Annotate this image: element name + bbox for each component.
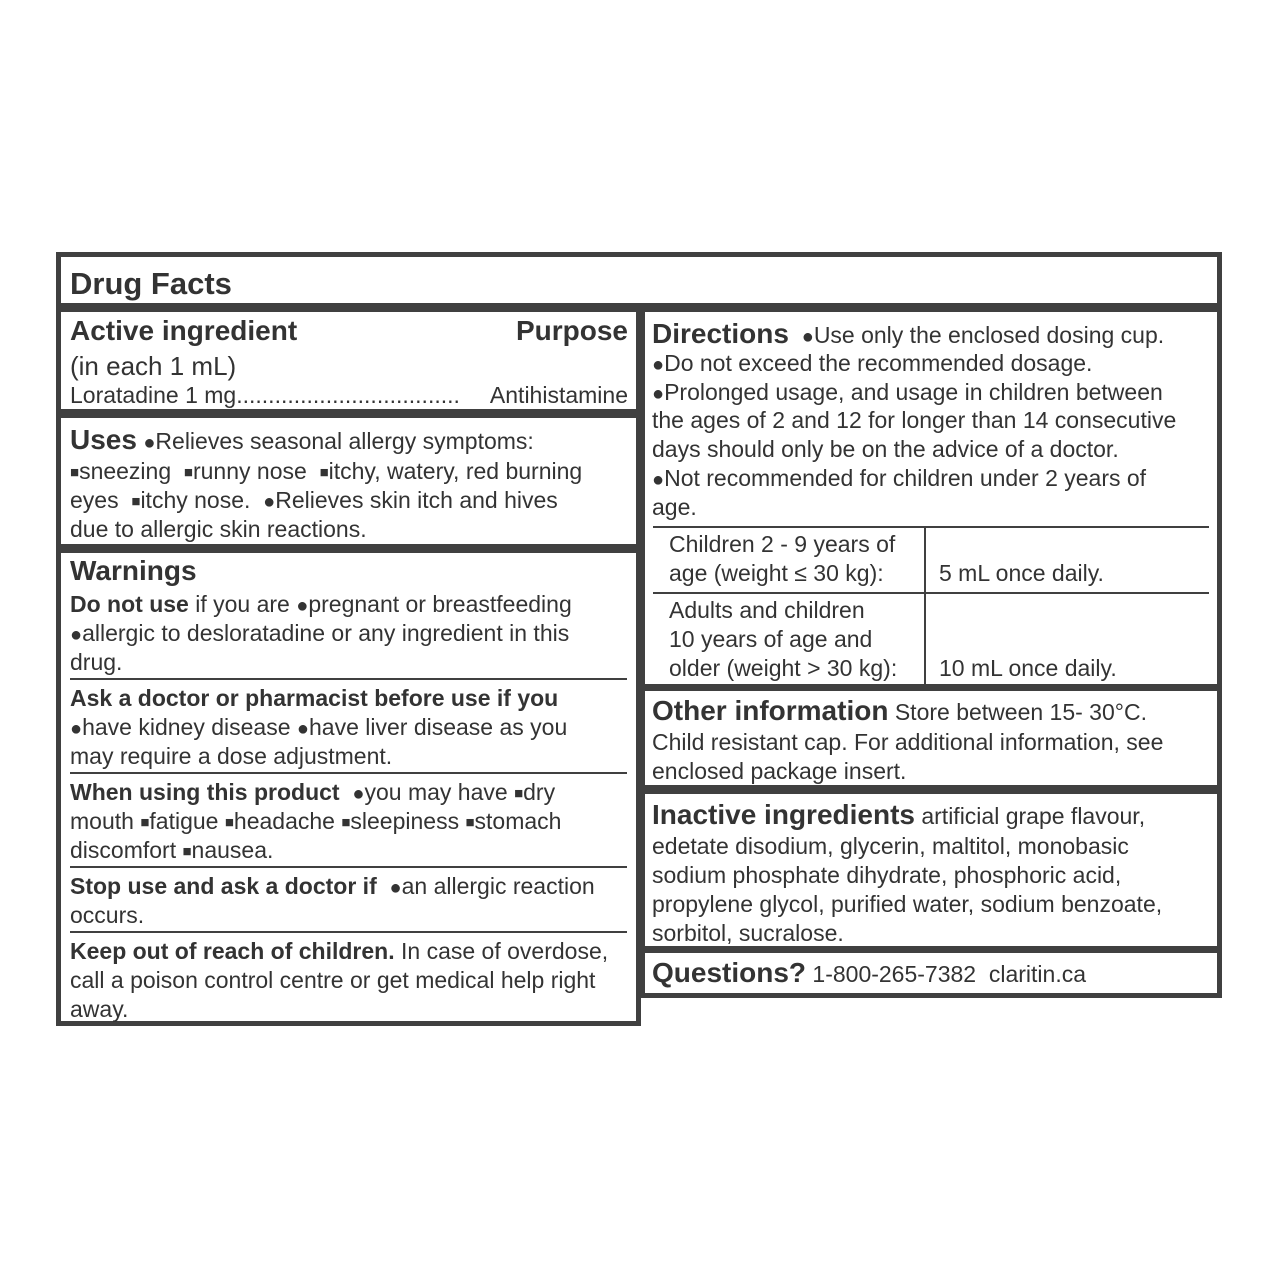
keep-out-line-3: away. [70, 996, 129, 1022]
ask-doctor-line-2 [70, 713, 567, 744]
uses-line-1 [70, 426, 534, 458]
inactive-line-3: sodium phosphate dihydrate, phosphoric acid, [652, 862, 1122, 888]
inactive-line-4: propylene glycol, purified water, sodium benzoate, [652, 891, 1163, 917]
dosage-row-2-age-line-2: 10 years of age and [669, 626, 873, 652]
amount-per-ml: (in each 1 mL) [70, 351, 237, 381]
square-bullet-icon: ■ [224, 814, 234, 831]
questions-website: claritin.ca [988, 961, 1087, 987]
uses-heading: Uses [70, 424, 137, 455]
do-not-use-line-1 [70, 590, 572, 621]
side-effect-headache: headache [233, 808, 342, 834]
uses-bullet-2: Relieves skin itch and hives [275, 487, 558, 513]
other-information-box [640, 686, 1222, 790]
uses-box [56, 413, 641, 549]
when-using-heading: When using this product [70, 779, 340, 805]
inactive-line-1 [652, 801, 1145, 831]
ask-kidney: have kidney disease [82, 714, 297, 740]
active-ingredient-box [56, 307, 641, 414]
bullet-icon: ● [652, 469, 665, 491]
ask-liver: have liver disease as you [309, 714, 568, 740]
directions-box [640, 307, 1222, 689]
uses-line-4: due to allergic skin reactions. [70, 516, 367, 542]
dosage-table-top [653, 526, 1209, 528]
square-bullet-icon: ■ [341, 814, 351, 831]
keep-out-line-2: call a poison control centre or get medical help right [70, 967, 596, 993]
leader-dots: ................................... [236, 382, 460, 408]
side-effect-sleepiness: sleepiness [350, 808, 466, 834]
directions-line-1 [652, 320, 1164, 352]
other-info-heading: Other information [652, 695, 889, 726]
drug-facts-title: Drug Facts [70, 266, 232, 301]
direction-max-dosage: Do not exceed the recommended dosage. [664, 350, 1093, 376]
warnings-divider [70, 678, 627, 680]
stop-use-heading: Stop use and ask a doctor if [70, 873, 377, 899]
questions-phone: 1-800-265-7382 [806, 961, 977, 987]
active-ingredient-heading: Active ingredient [70, 315, 298, 346]
bullet-icon: ● [652, 383, 665, 405]
bullet-icon: ● [652, 354, 665, 376]
square-bullet-icon: ■ [131, 493, 141, 510]
keep-out-heading: Keep out of reach of children. [70, 938, 395, 964]
square-bullet-icon: ■ [140, 814, 150, 831]
side-effect-dry: dry [523, 779, 556, 805]
do-not-use-line-2 [70, 619, 569, 650]
dosage-table-row-divider [653, 592, 1209, 594]
do-not-use-allergic: allergic to desloratadine or any ingredient in this [82, 620, 570, 646]
bullet-icon: ● [352, 783, 365, 805]
ask-doctor-heading: Ask a doctor or pharmacist before use if you [70, 685, 559, 711]
warnings-heading: Warnings [70, 555, 197, 586]
inactive-ingredients-box [640, 789, 1222, 951]
uses-bullet-1: Relieves seasonal allergy symptoms: [155, 428, 534, 454]
dosage-row-2-age-line-1: Adults and children [669, 597, 865, 623]
warnings-box [56, 548, 641, 1026]
symptom-eyes-cont: eyes [70, 487, 119, 513]
bullet-icon: ● [263, 491, 276, 513]
title-box [56, 252, 1222, 308]
purpose-heading: Purpose [515, 315, 628, 346]
ingredient-line [70, 381, 460, 410]
inactive-heading: Inactive ingredients [652, 799, 915, 830]
keep-out-line-1 [70, 937, 608, 966]
inactive-line-2: edetate disodium, glycerin, maltitol, monobasic [652, 833, 1129, 859]
do-not-use-heading: Do not use [70, 591, 189, 617]
questions-box [640, 948, 1222, 998]
directions-line-3 [652, 378, 1163, 409]
bullet-icon: ● [801, 326, 814, 348]
bullet-icon: ● [70, 624, 83, 646]
questions-heading: Questions? [652, 957, 807, 988]
uses-line-3 [70, 486, 558, 519]
directions-line-5: days should only be on the advice of a doctor. [652, 436, 1119, 462]
square-bullet-icon: ■ [70, 464, 80, 481]
when-using-line-3 [70, 836, 273, 869]
other-info-storage: Store between 15- 30°C. [888, 699, 1147, 725]
ingredient-name: Loratadine 1 mg [70, 382, 237, 408]
dosage-row-1-dose: 5 mL once daily. [939, 560, 1104, 586]
direction-prolonged-usage: Prolonged usage, and usage in children between [664, 379, 1163, 405]
side-effect-nausea: nausea. [191, 837, 274, 863]
keep-out-text: In case of overdose, [394, 938, 609, 964]
square-bullet-icon: ■ [514, 785, 524, 802]
other-info-line-1 [652, 697, 1147, 727]
when-using-line-1 [70, 778, 555, 811]
questions-line [652, 959, 1086, 989]
warnings-divider [70, 772, 627, 774]
bullet-icon: ● [389, 877, 402, 899]
warnings-divider [70, 931, 627, 933]
square-bullet-icon: ■ [182, 843, 192, 860]
symptom-itchy-nose: itchy nose. [140, 487, 251, 513]
uses-line-2 [70, 457, 582, 490]
direction-under-2: Not recommended for children under 2 years of [664, 465, 1147, 491]
dosage-table-column-divider [924, 526, 926, 689]
inactive-line-5: sorbitol, sucralose. [652, 920, 844, 946]
do-not-use-pregnant: pregnant or breastfeeding [308, 591, 572, 617]
bullet-icon: ● [70, 718, 83, 740]
dosage-row-1-age-line-2: age (weight ≤ 30 kg): [669, 560, 884, 586]
directions-heading: Directions [652, 318, 789, 349]
direction-dosing-cup: Use only the enclosed dosing cup. [813, 322, 1165, 348]
side-effect-discomfort: discomfort [70, 837, 183, 863]
ask-doctor-line-3: may require a dose adjustment. [70, 743, 393, 769]
when-using-line-2 [70, 807, 561, 840]
do-not-use-line-3: drug. [70, 649, 123, 675]
bullet-icon: ● [296, 718, 309, 740]
inactive-flavour: artificial grape flavour, [914, 803, 1146, 829]
square-bullet-icon: ■ [465, 814, 475, 831]
directions-line-6 [652, 464, 1146, 495]
dosage-row-1-age-line-1: Children 2 - 9 years of [669, 531, 896, 557]
warnings-divider [70, 866, 627, 868]
bullet-icon: ● [296, 595, 309, 617]
stop-use-line-1 [70, 872, 595, 903]
stop-use-allergic: an allergic reaction [401, 873, 595, 899]
dosage-row-2-age-line-3: older (weight > 30 kg): [669, 655, 898, 681]
square-bullet-icon: ■ [319, 464, 329, 481]
do-not-use-text: if you are [188, 591, 297, 617]
square-bullet-icon: ■ [183, 464, 193, 481]
side-effect-fatigue: fatigue [149, 808, 225, 834]
other-info-line-3: enclosed package insert. [652, 758, 907, 784]
symptom-runny-nose: runny nose [192, 458, 307, 484]
directions-line-4: the ages of 2 and 12 for longer than 14 consecutive [652, 407, 1177, 433]
when-using-text: you may have [364, 779, 515, 805]
other-info-line-2: Child resistant cap. For additional information, see [652, 729, 1164, 755]
directions-line-2 [652, 349, 1092, 380]
side-effect-mouth: mouth [70, 808, 141, 834]
dosage-row-2-dose: 10 mL once daily. [939, 655, 1117, 681]
symptom-sneezing: sneezing [79, 458, 172, 484]
ingredient-purpose: Antihistamine [489, 382, 628, 408]
directions-line-7: age. [652, 494, 697, 520]
stop-use-line-2: occurs. [70, 902, 145, 928]
bullet-icon: ● [143, 432, 156, 454]
symptom-itchy-eyes: itchy, watery, red burning [328, 458, 583, 484]
side-effect-stomach: stomach [474, 808, 562, 834]
